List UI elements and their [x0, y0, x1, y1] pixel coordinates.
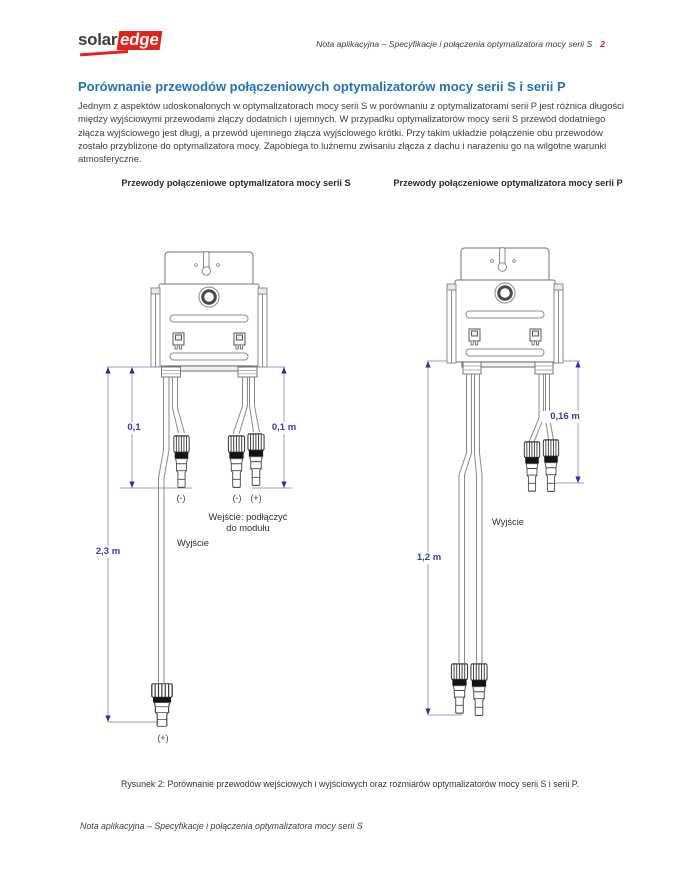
- dim-s-right-0-1m: 0,1 m: [262, 422, 306, 434]
- figure-title-series-s: Przewody połączeniowe optymalizatora mocy serii S: [121, 178, 351, 188]
- series-s-input-label-line1: Wejście: podłączyć: [208, 512, 288, 522]
- figure-title-series-p: Przewody połączeniowe optymalizatora mocy serii P: [393, 178, 623, 188]
- series-s-optimizer-body: [151, 252, 267, 371]
- dim-s-inner-0-1: 0,1: [116, 422, 152, 434]
- series-s-diagram: [90, 240, 310, 770]
- polarity-s-neg-short: (-): [176, 493, 186, 503]
- body-paragraph: Jednym z aspektów udoskonalonych w optymalizatorach mocy serii S w porównaniu z optymalizatorami serii P jest różnica długości między wyjściowymi przewodami złączy dodatnich i ujemnych. W przypadku optymalizatorów mocy serii S przewód dodatniego złącza wyjściowego jest długi, a przewód ujemnego złącza wyjściowego krótki. Przy takim układzie połączenie obu przewodów zostało przybliżone do optymalizatora mocy. Zapobiega to luźnemu zwisaniu złącza z dachu i narażeniu go na wilgotne warunki atmosferyczne.: [78, 100, 624, 165]
- header-page-number: 2: [600, 39, 605, 49]
- logo-text-solar: solar: [78, 30, 118, 49]
- footer-text: Nota aplikacyjna – Specyfikacje i połączenia optymalizatora mocy serii S: [80, 821, 363, 831]
- series-s-input-label: [170, 512, 326, 533]
- header-doc-title: Nota aplikacyjna – Specyfikacje i połączenia optymalizatora mocy serii S: [316, 39, 593, 49]
- dim-p-input-0-16m: 0,16 m: [542, 411, 588, 423]
- dim-s-outer-2-3m: 2,3 m: [90, 546, 126, 558]
- solaredge-logo: [78, 31, 162, 50]
- logo-text-edge: edge: [117, 31, 163, 50]
- series-p-output-label: Wyjście: [492, 517, 524, 527]
- page-title: Porównanie przewodów połączeniowych optymalizatorów mocy serii S i serii P: [78, 79, 566, 94]
- series-p-diagram: [405, 235, 590, 780]
- header-meta: [316, 39, 605, 49]
- series-s-output-label: Wyjście: [177, 538, 209, 548]
- logo-swoosh: [80, 50, 128, 56]
- dim-p-output-1-2m: 1,2 m: [408, 552, 450, 564]
- polarity-s-pos-bottom: (+): [157, 733, 169, 743]
- polarity-s-pos-mid: (+): [250, 493, 262, 503]
- series-s-input-label-line2: do modułu: [226, 522, 270, 533]
- series-p-optimizer-body: [447, 248, 563, 367]
- figure-caption: Rysunek 2: Porównanie przewodów wejściowych i wyjściowych oraz rozmiarów optymalizatorów mocy serii S i serii P.: [121, 779, 579, 789]
- series-p-connectors: [451, 440, 558, 716]
- polarity-s-neg-mid: (-): [232, 493, 242, 503]
- series-s-connectors: [152, 434, 264, 726]
